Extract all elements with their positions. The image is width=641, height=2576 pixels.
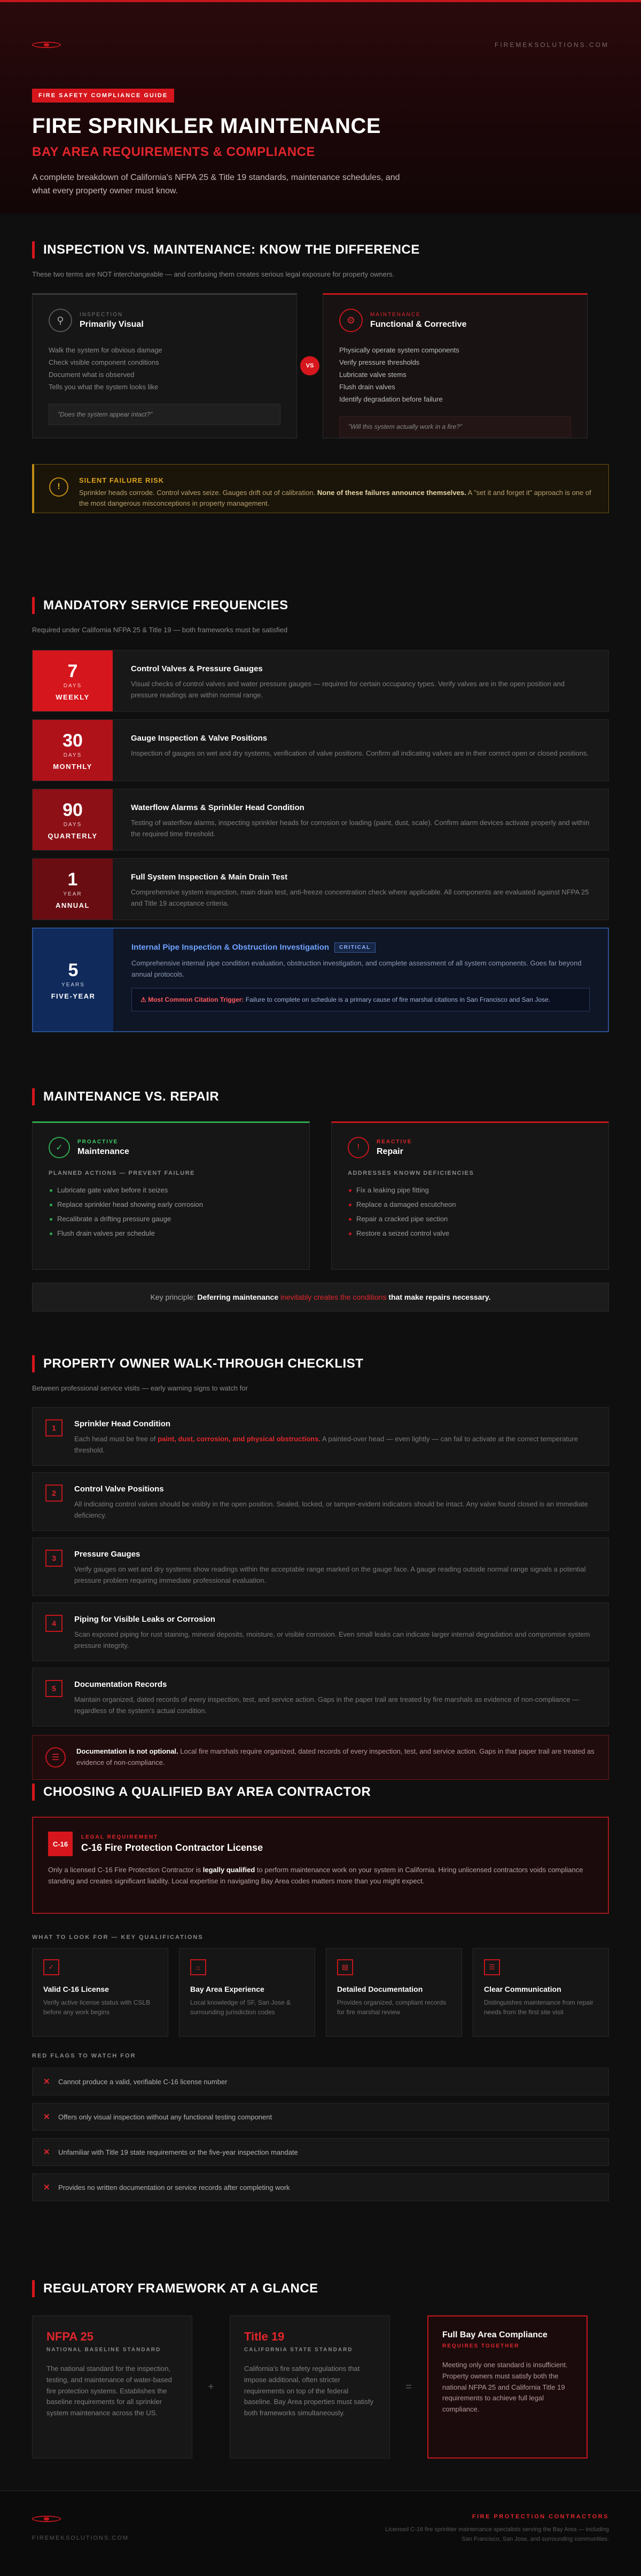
qualification-title: Clear Communication bbox=[484, 1985, 561, 1993]
close-icon: ✕ bbox=[43, 2112, 50, 2122]
frequency-box: 30 DAYS MONTHLY bbox=[33, 720, 113, 781]
card-subheading: PLANNED ACTIONS — PREVENT FAILURE bbox=[49, 1170, 195, 1176]
item-desc: All indicating control valves should be visibly in the open position. Sealed, locked, or tamper-evident indicators should be intact. Any valve found closed is an immediate deficiency. bbox=[74, 1500, 588, 1519]
checklist-item bbox=[32, 1668, 609, 1726]
section-title: PROPERTY OWNER WALK-THROUGH CHECKLIST bbox=[43, 1356, 364, 1371]
frequency-desc: Visual checks of control valves and water pressure gauges — required for certain occupancy types. Verify valves are in the open position and pressure readings are within normal range. bbox=[131, 680, 565, 699]
standard-name: Title 19 bbox=[244, 2330, 285, 2343]
vs-badge: VS bbox=[300, 356, 319, 375]
qualification-title: Bay Area Experience bbox=[190, 1985, 264, 1993]
chat-icon: ☰ bbox=[484, 1959, 500, 1975]
card-tag: MAINTENANCE bbox=[370, 311, 421, 318]
comparison-cards bbox=[32, 293, 609, 438]
section-accent-bar bbox=[32, 2280, 35, 2297]
list-item: Restore a seized control valve bbox=[348, 1226, 592, 1240]
top-bar bbox=[0, 2, 641, 50]
section-subtitle: These two terms are NOT interchangeable — and confusing them creates serious legal exposure for property owners. bbox=[32, 270, 395, 278]
frequency-row bbox=[32, 650, 609, 712]
list-item: Tells you what the system looks like bbox=[49, 383, 159, 391]
guide-badge: FIRE SAFETY COMPLIANCE GUIDE bbox=[32, 89, 174, 103]
section-subtitle: Between professional service visits — early warning signs to watch for bbox=[32, 1384, 248, 1392]
qualification-desc: Local knowledge of SF, San Jose & surrounding jurisdiction codes bbox=[190, 1999, 291, 2016]
standard-desc: The national standard for the inspection, testing, and maintenance of water-based fire protection systems. Establishes the baseline requirements for all sprinkler system maintenance across the US. bbox=[46, 2365, 172, 2417]
magnifier-icon: ⚲ bbox=[49, 309, 72, 332]
compliance-result-card bbox=[427, 2315, 588, 2459]
walkthrough-checklist-section bbox=[0, 1355, 641, 1780]
item-number: 2 bbox=[45, 1485, 62, 1502]
footer-description: Licensed C-16 fire sprinkler maintenance specialists serving the Bay Area — including San Francisco, San Jose, and surrounding communities. bbox=[385, 2526, 609, 2542]
maintenance-card bbox=[323, 293, 588, 438]
list-item: Lubricate gate valve before it seizes bbox=[49, 1183, 293, 1197]
regulatory-framework-section bbox=[0, 2280, 641, 2459]
section-accent-bar bbox=[32, 1784, 35, 1801]
page-footer bbox=[0, 2491, 641, 2576]
red-flag-item: ✕ Cannot produce a valid, verifiable C-16 license number bbox=[32, 2068, 609, 2095]
equals-icon: = bbox=[405, 2381, 412, 2393]
proactive-card bbox=[32, 1121, 310, 1270]
item-desc: Scan exposed piping for rust staining, mineral deposits, moisture, or visible corrosion. Even small leaks can indicate larger internal degradation and compromise system pressure integrity. bbox=[74, 1630, 590, 1650]
list-item: Physically operate system components bbox=[339, 346, 459, 354]
checklist-item bbox=[32, 1537, 609, 1596]
qualification-desc: Provides organized, compliant records for fire marshal review bbox=[337, 1999, 447, 2016]
document-icon: ☰ bbox=[45, 1747, 66, 1768]
silent-failure-alert bbox=[32, 464, 609, 513]
list-item: Check visible component conditions bbox=[49, 358, 159, 366]
red-flag-item: ✕ Unfamiliar with Title 19 state requirements or the five-year inspection mandate bbox=[32, 2138, 609, 2166]
maintenance-vs-repair-section bbox=[0, 1088, 641, 1311]
frequency-desc: Comprehensive internal pipe condition evaluation, obstruction investigation, and complete assessment of all system components. Goes far beyond annual protocols. bbox=[131, 959, 582, 978]
close-icon: ✕ bbox=[43, 2077, 50, 2086]
result-subtitle: REQUIRES TOGETHER bbox=[442, 2343, 520, 2349]
item-desc: Verify gauges on wet and dry systems show readings within the acceptable range marked on the gauge face. A gauge reading outside normal range signals a potential pressure problem requiring immediate professional evaluation. bbox=[74, 1565, 586, 1584]
section-title: CHOOSING A QUALIFIED BAY AREA CONTRACTOR bbox=[43, 1785, 371, 1799]
warning-icon: ! bbox=[49, 477, 68, 497]
card-quote: "Does the system appear intact?" bbox=[49, 404, 280, 425]
page-title: FIRE SPRINKLER MAINTENANCE bbox=[32, 114, 381, 138]
brand-logo-icon[interactable] bbox=[32, 40, 61, 50]
alert-text: Sprinkler heads corrode. Control valves seize. Gauges drift out of calibration. None of these failures announce themselves. A "set it and forget it" approach is one of the most dangerous misconceptions in property management. bbox=[79, 489, 591, 507]
section-title: MAINTENANCE VS. REPAIR bbox=[43, 1089, 220, 1104]
standard-desc: California's fire safety regulations that impose additional, often stricter requirements on top of the federal baseline. Bay Area properties must satisfy both frameworks simultaneously. bbox=[244, 2365, 374, 2417]
section-accent-bar bbox=[32, 241, 35, 258]
c16-badge-icon: C-16 bbox=[48, 1832, 73, 1856]
section-accent-bar bbox=[32, 1355, 35, 1372]
section-accent-bar bbox=[32, 1088, 35, 1105]
frequency-box: 90 DAYS QUARTERLY bbox=[33, 789, 113, 850]
nfpa25-card bbox=[32, 2315, 192, 2459]
list-item: Identify degradation before failure bbox=[339, 395, 443, 403]
item-number: 4 bbox=[45, 1615, 62, 1632]
frequency-row-critical bbox=[32, 928, 609, 1032]
document-icon: ▤ bbox=[337, 1959, 353, 1975]
frequency-title: Control Valves & Pressure Gauges bbox=[131, 664, 263, 673]
footer-url[interactable]: FIREMEKSOLUTIONS.COM bbox=[32, 2535, 129, 2541]
frequency-title: Internal Pipe Inspection & Obstruction Investigation CRITICAL bbox=[131, 943, 590, 953]
warning-icon: ⚠ bbox=[140, 995, 148, 1003]
location-icon: ⌂ bbox=[190, 1959, 206, 1975]
list-item: Recalibrate a drifting pressure gauge bbox=[49, 1212, 293, 1226]
card-name: Primarily Visual bbox=[80, 319, 144, 329]
card-tag: REACTIVE bbox=[377, 1138, 412, 1145]
qualification-title: Detailed Documentation bbox=[337, 1985, 423, 1993]
section-title: INSPECTION VS. MAINTENANCE: KNOW THE DIFFERENCE bbox=[43, 242, 420, 257]
site-url[interactable]: FIREMEKSOLUTIONS.COM bbox=[494, 41, 609, 49]
license-check-icon: ✓ bbox=[43, 1959, 59, 1975]
frequency-row bbox=[32, 719, 609, 781]
card-tag: INSPECTION bbox=[80, 311, 123, 318]
frequency-row bbox=[32, 858, 609, 920]
list-item: Lubricate valve stems bbox=[339, 371, 407, 379]
item-number: 3 bbox=[45, 1550, 62, 1567]
list-item: Flush drain valves bbox=[339, 383, 395, 391]
list-item: Document what is observed bbox=[49, 371, 135, 379]
list-item: Flush drain valves per schedule bbox=[49, 1226, 293, 1240]
red-flag-item: ✕ Offers only visual inspection without any functional testing component bbox=[32, 2103, 609, 2131]
title19-card bbox=[230, 2315, 390, 2459]
critical-badge: CRITICAL bbox=[334, 943, 376, 953]
list-item: Fix a leaking pipe fitting bbox=[348, 1183, 592, 1197]
service-frequencies-section bbox=[0, 597, 641, 1040]
result-name: Full Bay Area Compliance bbox=[442, 2330, 548, 2339]
standard-subtitle: CALIFORNIA STATE STANDARD bbox=[244, 2347, 353, 2353]
frequency-desc: Testing of waterflow alarms, inspecting sprinkler heads for corrosion or loading (paint, dust, scale). Confirm alarm devices activate properly and within the required time threshold. bbox=[131, 819, 590, 838]
plus-icon: + bbox=[208, 2381, 214, 2393]
checklist-item bbox=[32, 1407, 609, 1466]
close-icon: ✕ bbox=[43, 2183, 50, 2192]
section-accent-bar bbox=[32, 597, 35, 614]
qualification-card bbox=[179, 1948, 315, 2037]
frequency-box: 5 YEARS FIVE-YEAR bbox=[33, 929, 113, 1031]
section-title: MANDATORY SERVICE FREQUENCIES bbox=[43, 598, 288, 612]
hero-description: A complete breakdown of California's NFPA 25 & Title 19 standards, maintenance schedules, and what every property owner must know. bbox=[32, 173, 400, 195]
item-title: Sprinkler Head Condition bbox=[74, 1419, 171, 1428]
item-title: Pressure Gauges bbox=[74, 1550, 140, 1559]
frequency-title: Waterflow Alarms & Sprinkler Head Condition bbox=[131, 803, 304, 812]
qualification-card bbox=[326, 1948, 462, 2037]
citation-trigger-note: ⚠ Most Common Citation Trigger: Failure to complete on schedule is a primary cause of fire marshal citations in San Francisco and San Jose. bbox=[131, 988, 590, 1011]
frequency-list bbox=[32, 650, 609, 1032]
footer-title: FIRE PROTECTION CONTRACTORS bbox=[472, 2514, 609, 2520]
list-item: Verify pressure thresholds bbox=[339, 358, 420, 366]
checklist-item bbox=[32, 1472, 609, 1531]
key-principle: Key principle: Deferring maintenance inevitably creates the conditions that make repairs necessary. bbox=[32, 1283, 609, 1311]
reactive-card bbox=[331, 1121, 609, 1270]
section-title: REGULATORY FRAMEWORK AT A GLANCE bbox=[43, 2281, 318, 2296]
alert-title: SILENT FAILURE RISK bbox=[79, 476, 165, 484]
card-name: Functional & Corrective bbox=[370, 319, 467, 329]
item-title: Piping for Visible Leaks or Corrosion bbox=[74, 1615, 215, 1624]
frequency-desc: Inspection of gauges on wet and dry systems, verification of valve positions. Confirm all indicating valves are in their correct open or closed positions. bbox=[131, 749, 589, 757]
qualification-title: Valid C-16 License bbox=[43, 1985, 109, 1993]
list-item: Repair a cracked pipe section bbox=[348, 1212, 592, 1226]
card-name: Maintenance bbox=[77, 1146, 129, 1156]
item-number: 5 bbox=[45, 1680, 62, 1697]
inspection-card bbox=[32, 293, 297, 438]
contractor-section bbox=[0, 1784, 641, 2209]
license-requirement-card bbox=[32, 1817, 609, 1914]
red-flags-heading: RED FLAGS TO WATCH FOR bbox=[32, 2053, 136, 2059]
standard-subtitle: NATIONAL BASELINE STANDARD bbox=[46, 2347, 161, 2353]
close-icon: ✕ bbox=[43, 2148, 50, 2157]
inspection-vs-maintenance-section bbox=[0, 241, 641, 513]
documentation-note: ☰ Documentation is not optional. Local fire marshals require organized, dated records of every inspection, test, and service action. Gaps in that paper trail are treated as evidence of non-compliance. bbox=[32, 1735, 609, 1780]
license-tag: LEGAL REQUIREMENT bbox=[81, 1834, 159, 1840]
frequency-row bbox=[32, 789, 609, 851]
page-subtitle: BAY AREA REQUIREMENTS & COMPLIANCE bbox=[32, 145, 315, 159]
item-desc: Maintain organized, dated records of every inspection, test, and service action. Gaps in the paper trail are treated by fire marshals as evidence of non-compliance — regardless of the system's actual condition. bbox=[74, 1695, 580, 1715]
brand-logo-icon[interactable] bbox=[32, 2514, 61, 2524]
wrench-icon: ⚙ bbox=[339, 309, 363, 332]
item-title: Documentation Records bbox=[74, 1680, 167, 1689]
license-text: Only a licensed C-16 Fire Protection Contractor is legally qualified to perform maintenance work on your system in California. Hiring unlicensed contractors voids compliance standing and creates significant liability. Local expertise in navigating Bay Area codes matters more than you might expect. bbox=[48, 1866, 583, 1885]
frequency-box: 7 DAYS WEEKLY bbox=[33, 650, 113, 711]
checklist-item bbox=[32, 1603, 609, 1661]
qualification-card bbox=[473, 1948, 609, 2037]
qualification-card bbox=[32, 1948, 168, 2037]
list-item: Walk the system for obvious damage bbox=[49, 346, 162, 354]
frequency-desc: Comprehensive system inspection, main drain test, anti-freeze concentration check where applicable. All components are evaluated against NFPA 25 and Title 19 acceptance criteria. bbox=[131, 888, 589, 907]
frequency-title: Gauge Inspection & Valve Positions bbox=[131, 734, 268, 743]
standard-name: NFPA 25 bbox=[46, 2330, 94, 2343]
qualification-desc: Verify active license status with CSLB before any work begins bbox=[43, 1999, 151, 2016]
hero-header bbox=[0, 0, 641, 214]
list-item: Replace a damaged escutcheon bbox=[348, 1197, 592, 1212]
frequency-title: Full System Inspection & Main Drain Test bbox=[131, 873, 288, 882]
result-desc: Meeting only one standard is insufficient. Property owners must satisfy both the national NFPA 25 and California Title 19 requirements to achieve full legal compliance. bbox=[442, 2361, 568, 2414]
card-tag: PROACTIVE bbox=[77, 1138, 119, 1145]
card-quote: "Will this system actually work in a fire?" bbox=[339, 416, 571, 437]
section-subtitle: Required under California NFPA 25 & Title 19 — both frameworks must be satisfied bbox=[32, 626, 288, 634]
qualification-desc: Distinguishes maintenance from repair needs from the first site visit bbox=[484, 1999, 593, 2016]
frequency-box: 1 YEAR ANNUAL bbox=[33, 859, 113, 920]
qualifications-heading: WHAT TO LOOK FOR — KEY QUALIFICATIONS bbox=[32, 1934, 204, 1941]
check-circle-icon: ✓ bbox=[49, 1137, 70, 1158]
alert-circle-icon: ! bbox=[348, 1137, 369, 1158]
license-name: C-16 Fire Protection Contractor License bbox=[81, 1842, 263, 1853]
item-desc: Each head must be free of paint, dust, corrosion, and physical obstructions. A painted-over head — even lightly — can fail to activate at the correct temperature threshold. bbox=[74, 1435, 578, 1454]
list-item: Replace sprinkler head showing early corrosion bbox=[49, 1197, 293, 1212]
item-title: Control Valve Positions bbox=[74, 1485, 164, 1494]
red-flag-item: ✕ Provides no written documentation or service records after completing work bbox=[32, 2173, 609, 2201]
card-name: Repair bbox=[377, 1146, 403, 1156]
card-subheading: ADDRESSES KNOWN DEFICIENCIES bbox=[348, 1170, 474, 1176]
item-number: 1 bbox=[45, 1419, 62, 1436]
